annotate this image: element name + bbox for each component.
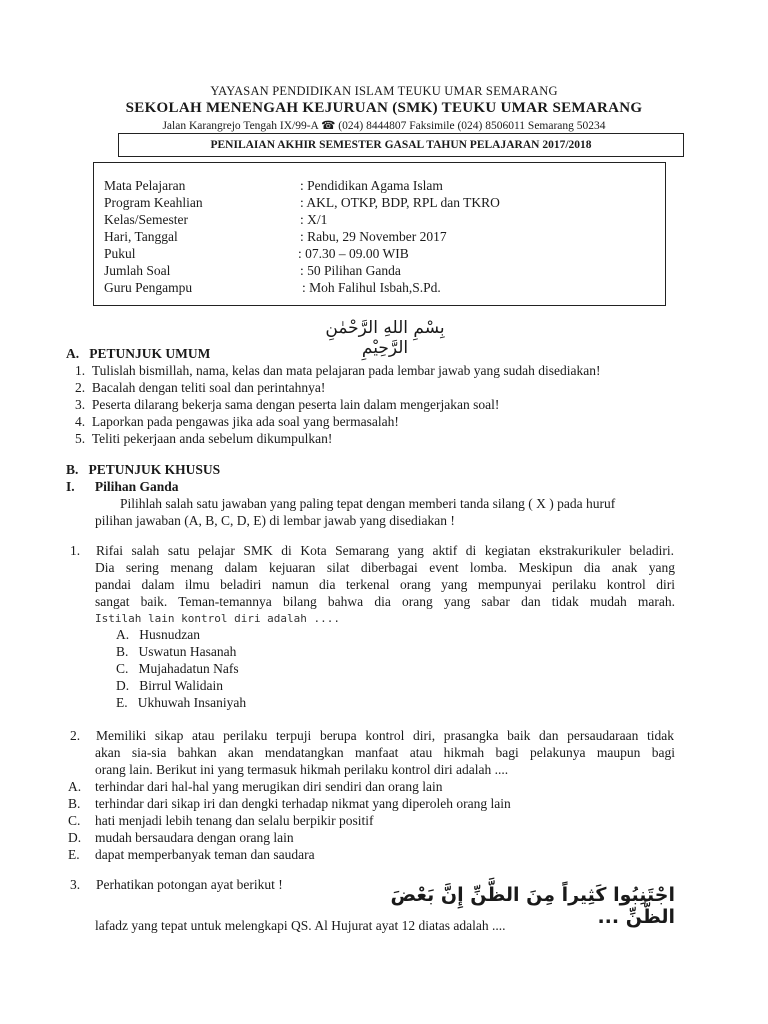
foundation-name: YAYASAN PENDIDIKAN ISLAM TEUKU UMAR SEMARANG <box>210 84 558 98</box>
section-a-heading: A. PETUNJUK UMUM <box>66 346 211 361</box>
info-label-count: Jumlah Soal <box>104 263 171 278</box>
multiple-choice-heading: I. Pilihan Ganda <box>66 479 179 494</box>
basmalah: بِسْمِ اللهِ الرَّحْمٰنِ الرَّحِيْمِ <box>325 318 445 358</box>
question-2-option-e-letter: E. <box>68 847 80 862</box>
info-value-class: : X/1 <box>300 212 328 227</box>
info-value-date: : Rabu, 29 November 2017 <box>300 229 447 244</box>
question-2-option-d-letter: D. <box>68 830 82 845</box>
question-2-option-a-letter: A. <box>68 779 82 794</box>
question-2-option-b-letter: B. <box>68 796 81 811</box>
section-b-heading: B. PETUNJUK KHUSUS <box>66 462 221 477</box>
question-2-option-b: terhindar dari sikap iri dan dengki terhadap nikmat yang diperoleh orang lain <box>95 796 511 811</box>
question-1-option-c: C. Mujahadatun Nafs <box>116 661 239 676</box>
question-2-line-2: akan sia-sia bahkan akan mendatangkan manfaat atau hikmah bagi pelakunya maupun bagi <box>95 745 675 760</box>
question-1-line-4: sangat baik. Teman-temannya bilang bahwa dia orang yang sabar dan tidak mudah marah. <box>95 594 675 609</box>
question-1-option-e: E. Ukhuwah Insaniyah <box>116 695 247 710</box>
question-2-number: 2. <box>70 728 81 743</box>
question-2-option-a: terhindar dari hal-hal yang merugikan diri sendiri dan orang lain <box>95 779 443 794</box>
question-3-intro: Perhatikan potongan ayat berikut ! <box>96 877 283 892</box>
general-instruction-1: 1. Tulislah bismillah, nama, kelas dan mata pelajaran pada lembar jawab yang sudah disediakan! <box>75 363 601 378</box>
info-value-time: : 07.30 – 09.00 WIB <box>298 246 409 261</box>
question-1-line-3: pandai dalam ilmu beladiri namun dia terkenal orang yang mempunyai perilaku kontrol diri <box>95 577 675 592</box>
question-2-option-c-letter: C. <box>68 813 81 828</box>
info-value-program: : AKL, OTKP, BDP, RPL dan TKRO <box>300 195 500 210</box>
exam-title: PENILAIAN AKHIR SEMESTER GASAL TAHUN PELAJARAN 2017/2018 <box>118 133 684 157</box>
instruction-line-2: pilihan jawaban (A, B, C, D, E) di lembar jawab yang disediakan ! <box>95 513 455 528</box>
question-2-option-e: dapat memperbanyak teman dan saudara <box>95 847 315 862</box>
info-label-teacher: Guru Pengampu <box>104 280 193 295</box>
school-address: Jalan Karangrejo Tengah IX/99-A ☎ (024) 8444807 Faksimile (024) 8506011 Semarang 50234 <box>162 120 606 132</box>
question-1-number: 1. <box>70 543 81 558</box>
question-1-line-2: Dia sering menang dalam kejuaran silat diberbagai event lomba. Meskipun dia anak yang <box>95 560 675 575</box>
instruction-line-1: Pilihlah salah satu jawaban yang paling tepat dengan memberi tanda silang ( X ) pada huruf <box>120 496 616 511</box>
question-1-option-b: B. Uswatun Hasanah <box>116 644 237 659</box>
question-1-line-1: Rifai salah satu pelajar SMK di Kota Semarang yang aktif di kegiatan ekstrakurikuler beladiri. <box>96 543 674 558</box>
info-label-time: Pukul <box>104 246 136 261</box>
general-instruction-3: 3. Peserta dilarang bekerja sama dengan peserta lain dalam mengerjakan soal! <box>75 397 500 412</box>
info-label-program: Program Keahlian <box>104 195 203 210</box>
info-value-subject: : Pendidikan Agama Islam <box>300 178 443 193</box>
question-1-prompt: Istilah lain kontrol diri adalah .... <box>95 612 341 625</box>
question-1-option-d: D. Birrul Walidain <box>116 678 224 693</box>
question-2-line-1: Memiliki sikap atau perilaku terpuji berupa kontrol diri, prasangka baik dan persaudaraan tidak <box>96 728 674 743</box>
info-label-date: Hari, Tanggal <box>104 229 178 244</box>
general-instruction-4: 4. Laporkan pada pengawas jika ada soal yang bermasalah! <box>75 414 399 429</box>
question-2-option-c: hati menjadi lebih tenang dan selalu berpikir positif <box>95 813 374 828</box>
question-3-verse: اجْتَنِبُوا كَثِيراً مِنَ الظَّنِّ إِنَّ بَعْضَ الظَّنِّ ... <box>390 884 675 928</box>
question-1-option-a: A. Husnudzan <box>116 627 200 642</box>
general-instruction-5: 5. Teliti pekerjaan anda sebelum dikumpulkan! <box>75 431 333 446</box>
school-name: SEKOLAH MENENGAH KEJURUAN (SMK) TEUKU UMAR SEMARANG <box>125 100 643 116</box>
info-value-teacher: : Moh Falihul Isbah,S.Pd. <box>302 280 441 295</box>
question-2-line-3: orang lain. Berikut ini yang termasuk hikmah perilaku kontrol diri adalah .... <box>95 762 509 777</box>
question-3-number: 3. <box>70 877 81 892</box>
question-3-followup: lafadz yang tepat untuk melengkapi QS. Al Hujurat ayat 12 diatas adalah .... <box>95 918 506 933</box>
exam-info-box <box>93 162 666 306</box>
question-2-option-d: mudah bersaudara dengan orang lain <box>95 830 294 845</box>
info-value-count: : 50 Pilihan Ganda <box>300 263 401 278</box>
info-label-subject: Mata Pelajaran <box>104 178 186 193</box>
info-label-class: Kelas/Semester <box>104 212 188 227</box>
general-instruction-2: 2. Bacalah dengan teliti soal dan perintahnya! <box>75 380 326 395</box>
